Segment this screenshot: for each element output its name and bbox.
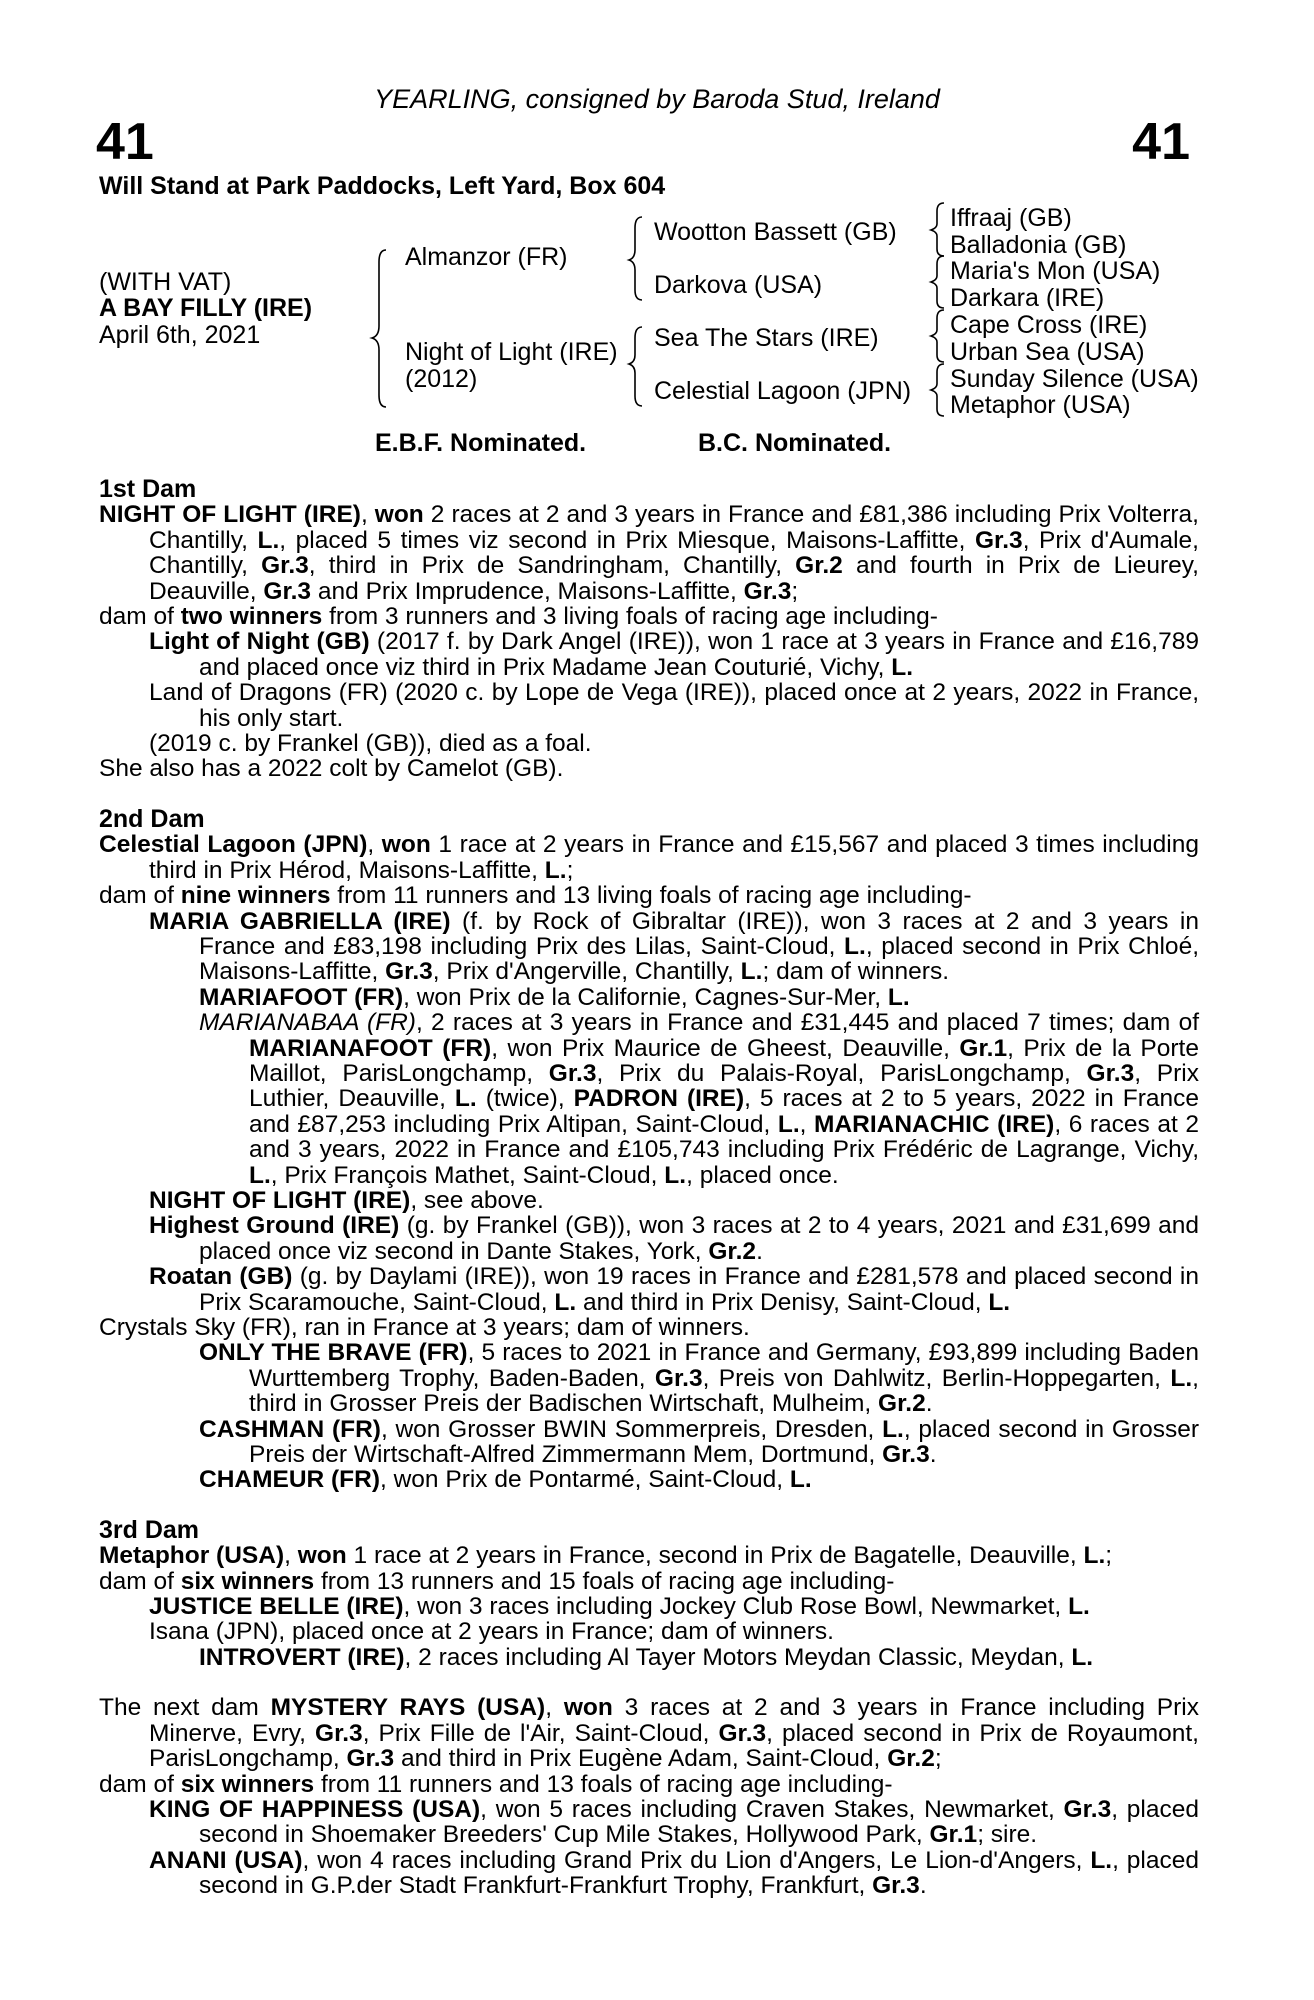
first-dam-note: She also has a 2022 colt by Camelot (GB). — [99, 755, 564, 783]
dam-dam: Celestial Lagoon (JPN) — [654, 377, 912, 405]
ancestor-3: Maria's Mon (USA) — [950, 257, 1161, 285]
first-dam-record: NIGHT OF LIGHT (IRE), won 2 races at 2 and 3 years in France and £81,386 including Prix Volterra, Chantilly, L., placed 5 times viz second in Prix Miesque, Maisons-Laffitte, Gr.3, Prix d'Aumale, Chantilly, Gr.3, third in Prix de Sandringham, Chantilly, Gr.2 and fourth in Prix de Lieurey, Deauville, Gr.3 and Prix Imprudence, Maisons-Laffitte, Gr.3; — [99, 501, 1199, 605]
next-dam-produce-summary: dam of six winners from 11 runners and 13 foals of racing age including- — [99, 1770, 893, 1798]
ancestor-6: Urban Sea (USA) — [950, 338, 1145, 366]
dam: Night of Light (IRE) — [405, 338, 618, 366]
ancestor-7: Sunday Silence (USA) — [950, 365, 1199, 393]
bc-nomination: B.C. Nominated. — [698, 429, 892, 457]
third-dam-heading: 3rd Dam — [99, 1515, 200, 1544]
brace-sire — [629, 217, 642, 300]
second-dam-record: Celestial Lagoon (JPN), won 1 race at 2 years in France and £15,567 and placed 3 times including third in Prix Hérod, Maisons-Laffitte, L.; — [99, 831, 1199, 884]
grand-produce-item: INTROVERT (IRE), 2 races including Al Tayer Motors Meydan Classic, Meydan, L. — [199, 1643, 1094, 1671]
second-dam-produce-item: MARIA GABRIELLA (IRE) (f. by Rock of Gibraltar (IRE)), won 3 races at 2 and 3 years in France and £83,198 including Prix des Lilas, Saint-Cloud, L., placed second in Prix Chloé, Maisons-Laffitte, Gr.3, Prix d'Angerville, Chantilly, L.; dam of winners. — [149, 907, 1199, 986]
second-dam-heading: 2nd Dam — [99, 804, 205, 833]
brace-dam — [629, 327, 642, 406]
sire-sire: Wootton Bassett (GB) — [654, 218, 897, 246]
next-dam-produce-item: KING OF HAPPINESS (USA), won 5 races including Craven Stakes, Newmarket, Gr.3, placed second in Shoemaker Breeders' Cup Mile Stakes, Hollywood Park, Gr.1; sire. — [149, 1795, 1199, 1849]
grand-produce-item: CASHMAN (FR), won Grosser BWIN Sommerpreis, Dresden, L., placed second in Grosser Preis der Wirtschaft-Alfred Zimmermann Mem, Dortmund, Gr.3. — [199, 1415, 1199, 1469]
catalogue-body — [99, 477, 1199, 1899]
dam-year: (2012) — [405, 365, 478, 393]
brace-lagoon — [931, 364, 944, 416]
third-dam-record: Metaphor (USA), won 1 race at 2 years in France, second in Prix de Bagatelle, Deauville, L.; — [99, 1542, 1113, 1570]
foaling-date: April 6th, 2021 — [99, 321, 261, 349]
grand-produce-item: MARIANABAA (FR), 2 races at 3 years in France and £31,445 and placed 7 times; dam of MARIANAFOOT (FR), won Prix Maurice de Gheest, Deauville, Gr.1, Prix de la Porte Maillot, ParisLongchamp, Gr.3, Prix du Palais-Royal, ParisLongchamp, Gr.3, Prix Luthier, Deauville, L. (twice), PADRON (IRE), 5 races at 2 to 5 years, 2022 in France and £87,253 including Prix Altipan, Saint-Cloud, L., MARIANACHIC (IRE), 6 races at 2 and 3 years, 2022 in France and £105,743 including Prix Frédéric de Lagrange, Vichy, L., Prix François Mathet, Saint-Cloud, L., placed once. — [199, 1009, 1199, 1189]
next-dam-record: The next dam MYSTERY RAYS (USA), won 3 races at 2 and 3 years in France including Prix Minerve, Evry, Gr.3, Prix Fille de l'Air, Saint-Cloud, Gr.3, placed second in Prix de Royaumont, ParisLongchamp, Gr.3 and third in Prix Eugène Adam, Saint-Cloud, Gr.2; — [99, 1694, 1199, 1773]
brace-seastars — [931, 310, 944, 362]
grand-produce-item: ONLY THE BRAVE (FR), 5 races to 2021 in France and Germany, £93,899 including Baden Wurttemberg Trophy, Baden-Baden, Gr.3, Preis von Dahlwitz, Berlin-Hoppegarten, L., third in Grosser Preis der Badischen Wirtschaft, Mulheim, Gr.2. — [199, 1339, 1199, 1418]
second-dam-produce-item: NIGHT OF LIGHT (IRE), see above. — [149, 1186, 544, 1214]
sire: Almanzor (FR) — [405, 243, 568, 271]
consignment-line: YEARLING, consigned by Baroda Stud, Ireland — [374, 84, 940, 114]
ancestor-2: Balladonia (GB) — [950, 231, 1127, 259]
grand-produce-item: MARIAFOOT (FR), won Prix de la Californie, Cagnes-Sur-Mer, L. — [199, 983, 910, 1011]
ancestor-4: Darkara (IRE) — [950, 284, 1105, 312]
second-dam-produce-item: Highest Ground (IRE) (g. by Frankel (GB)), won 3 races at 2 to 4 years, 2021 and £31,699 and placed once viz second in Dante Stakes, York, Gr.2. — [149, 1212, 1199, 1265]
ebf-nomination: E.B.F. Nominated. — [375, 429, 587, 457]
stand-location: Will Stand at Park Paddocks, Left Yard, Box 604 — [99, 172, 666, 200]
lot-number-left: 41 — [96, 113, 154, 171]
first-dam-produce-summary: dam of two winners from 3 runners and 3 living foals of racing age including- — [99, 603, 938, 631]
vat-label: (WITH VAT) — [99, 268, 232, 296]
first-dam-produce-item: Land of Dragons (FR) (2020 c. by Lope de Vega (IRE)), placed once at 2 years, 2022 in France, his only start. — [149, 679, 1199, 732]
ancestor-1: Iffraaj (GB) — [950, 204, 1072, 232]
horse-name: A BAY FILLY (IRE) — [99, 294, 313, 322]
second-dam-produce-summary: dam of nine winners from 11 runners and 13 living foals of racing age including- — [99, 882, 972, 910]
dam-sire: Sea The Stars (IRE) — [654, 324, 879, 352]
third-dam-produce-item: Isana (JPN), placed once at 2 years in France; dam of winners. — [149, 1618, 834, 1646]
next-dam-produce-item: ANANI (USA), won 4 races including Grand Prix du Lion d'Angers, Le Lion-d'Angers, L., placed second in G.P.der Stadt Frankfurt-Frankfurt Trophy, Frankfurt, Gr.3. — [149, 1846, 1200, 1900]
sire-dam: Darkova (USA) — [654, 271, 823, 299]
first-dam-produce-item: Light of Night (GB) (2017 f. by Dark Angel (IRE)), won 1 race at 3 years in France and £16,789 and placed once viz third in Prix Madame Jean Couturié, Vichy, L. — [149, 628, 1199, 681]
third-dam-produce-summary: dam of six winners from 13 runners and 15 foals of racing age including- — [99, 1567, 895, 1595]
first-dam-heading: 1st Dam — [99, 475, 197, 503]
ancestor-8: Metaphor (USA) — [950, 391, 1131, 419]
third-dam-produce-item: JUSTICE BELLE (IRE), won 3 races including Jockey Club Rose Bowl, Newmarket, L. — [149, 1593, 1090, 1621]
first-dam-produce-item: (2019 c. by Frankel (GB)), died as a foal. — [149, 730, 592, 758]
brace-darkova — [931, 256, 944, 308]
second-dam-produce-item: Crystals Sky (FR), ran in France at 3 years; dam of winners. — [99, 1314, 750, 1341]
ancestor-5: Cape Cross (IRE) — [950, 311, 1148, 339]
lot-number-right: 41 — [1132, 113, 1190, 171]
brace-wootton — [931, 203, 944, 256]
second-dam-produce-item: Roatan (GB) (g. by Daylami (IRE)), won 19 races in France and £281,578 and placed second in Prix Scaramouche, Saint-Cloud, L. and third in Prix Denisy, Saint-Cloud, L. — [149, 1263, 1199, 1316]
brace-main — [372, 250, 386, 407]
grand-produce-item: CHAMEUR (FR), won Prix de Pontarmé, Saint-Cloud, L. — [199, 1466, 812, 1494]
